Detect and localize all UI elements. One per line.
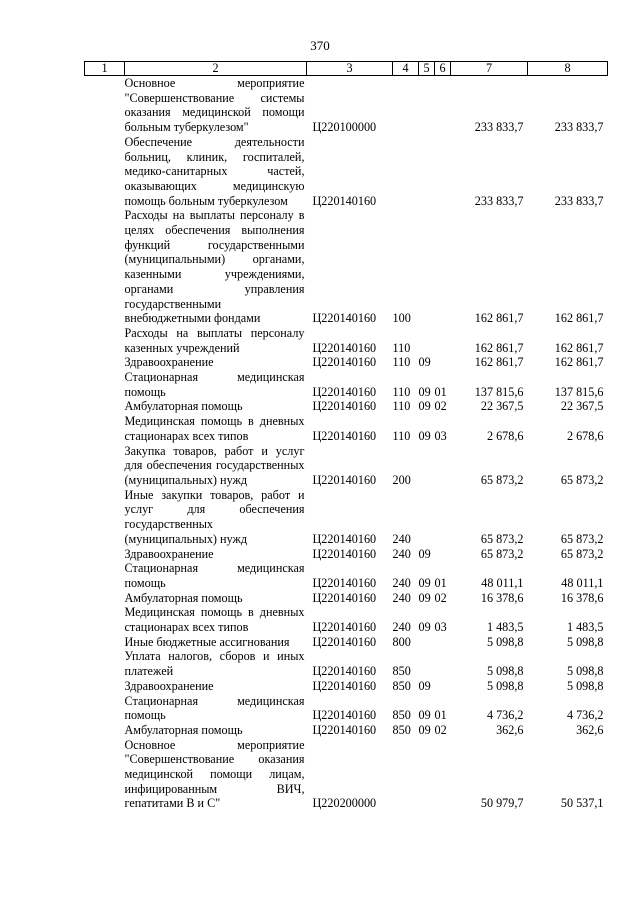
table-row — [85, 547, 608, 562]
col-header: 1 — [85, 62, 125, 76]
amount-col7: 65 873,2 — [480, 531, 524, 546]
section: 09 — [418, 708, 431, 723]
row-name: Амбулаторная помощь — [124, 590, 243, 605]
col-header: 6 — [435, 62, 451, 76]
expense-type: 850 — [392, 664, 411, 679]
row-name: Закупка товаров, работ и услуг для обеспечения государственных (муниципальных) нужд — [124, 443, 305, 487]
target-code: Ц220140160 — [312, 531, 377, 546]
table-row — [85, 135, 608, 209]
table-row — [85, 208, 608, 326]
section — [419, 135, 435, 209]
amount-col8: 65 873,2 — [560, 531, 604, 546]
col-header: 7 — [451, 62, 528, 76]
table-row — [85, 591, 608, 606]
subsection — [435, 76, 451, 135]
page-number: 370 — [310, 38, 330, 53]
subsection: 03 — [434, 428, 447, 443]
section: 09 — [418, 575, 431, 590]
row-name: Здравоохранение — [124, 546, 214, 561]
amount-col7: 65 873,2 — [480, 546, 524, 561]
row-name: Основное мероприятие "Совершенствование оказания медицинской помощи лицам, инфицированным ВИЧ, гепатитами В и С" — [124, 737, 305, 811]
amount-col8: 2 678,6 — [566, 428, 604, 443]
amount-col8: 233 833,7 — [554, 120, 604, 135]
table-row — [85, 635, 608, 650]
table-row — [85, 399, 608, 414]
amount-col8: 5 098,8 — [566, 678, 604, 693]
amount-col8: 1 483,5 — [566, 620, 604, 635]
subsection: 03 — [434, 620, 447, 635]
target-code: Ц220140160 — [312, 722, 377, 737]
section — [419, 738, 435, 812]
expense-type: 240 — [392, 620, 411, 635]
row-name: Уплата налогов, сборов и иных платежей — [124, 649, 305, 679]
table-row — [85, 738, 608, 812]
table-row — [85, 694, 608, 723]
target-code: Ц220140160 — [312, 428, 377, 443]
target-code: Ц220140160 — [312, 472, 377, 487]
subsection — [435, 635, 451, 650]
section: 09 — [418, 678, 431, 693]
target-code: Ц220100000 — [312, 120, 377, 135]
row-name: Расходы на выплаты персоналу в целях обеспечения выполнения функций государственными (муниципальными) органами, казенными учреждениями, органами управления государственными внебюджетными фондами — [124, 208, 305, 326]
section — [419, 649, 435, 678]
row-name: Амбулаторная помощь — [124, 722, 243, 737]
row-name: Здравоохранение — [124, 678, 214, 693]
amount-col7: 48 011,1 — [481, 575, 524, 590]
table-row — [85, 76, 608, 135]
table-row — [85, 488, 608, 547]
subsection — [435, 326, 451, 355]
row-name: Основное мероприятие "Совершенствование системы оказания медицинской помощи больным туберкулезом" — [124, 76, 305, 135]
amount-col7: 5 098,8 — [486, 678, 524, 693]
header-row — [85, 62, 608, 76]
target-code: Ц220140160 — [312, 590, 377, 605]
expense-type: 240 — [392, 590, 411, 605]
table-row — [85, 414, 608, 443]
table-row — [85, 649, 608, 678]
table-row — [85, 679, 608, 694]
amount-col7: 233 833,7 — [474, 193, 524, 208]
subsection — [435, 208, 451, 326]
amount-col8: 50 537,1 — [560, 796, 604, 811]
expense-type — [393, 76, 419, 135]
col-header: 4 — [393, 62, 419, 76]
expense-type: 200 — [392, 472, 411, 487]
amount-col8: 162 861,7 — [554, 340, 604, 355]
amount-col7: 5 098,8 — [486, 634, 524, 649]
section — [419, 444, 435, 488]
target-code: Ц220140160 — [312, 664, 377, 679]
expense-type: 110 — [392, 384, 411, 399]
target-code: Ц220140160 — [312, 340, 377, 355]
row-name: Расходы на выплаты персоналу казенных учреждений — [124, 325, 305, 355]
amount-col8: 162 861,7 — [554, 311, 604, 326]
target-code: Ц220140160 — [312, 399, 377, 414]
subsection: 01 — [434, 708, 447, 723]
amount-col7: 22 367,5 — [480, 399, 524, 414]
expense-type — [393, 738, 419, 812]
section — [419, 326, 435, 355]
amount-col7: 65 873,2 — [480, 472, 524, 487]
col-header: 8 — [528, 62, 608, 76]
subsection: 01 — [434, 575, 447, 590]
target-code: Ц220140160 — [312, 384, 377, 399]
budget-table — [84, 61, 608, 811]
amount-col7: 50 979,7 — [480, 796, 524, 811]
expense-type: 110 — [392, 399, 411, 414]
expense-type: 110 — [392, 428, 411, 443]
amount-col8: 362,6 — [576, 722, 604, 737]
table-row — [85, 723, 608, 738]
target-code: Ц220140160 — [312, 634, 377, 649]
subsection — [435, 135, 451, 209]
amount-col8: 5 098,8 — [566, 664, 604, 679]
amount-col7: 233 833,7 — [474, 120, 524, 135]
amount-col8: 233 833,7 — [554, 193, 604, 208]
section — [419, 208, 435, 326]
amount-col8: 4 736,2 — [566, 708, 604, 723]
amount-col7: 4 736,2 — [486, 708, 524, 723]
amount-col8: 162 861,7 — [554, 355, 604, 370]
row-name: Стационарная медицинская помощь — [124, 370, 305, 399]
col-header: 3 — [307, 62, 393, 76]
target-code: Ц220140160 — [312, 708, 377, 723]
section: 09 — [418, 620, 431, 635]
amount-col8: 16 378,6 — [560, 590, 604, 605]
subsection: 02 — [434, 722, 447, 737]
row-name: Обеспечение деятельности больниц, клиник, госпиталей, медико-санитарных частей, оказывающих медицинскую помощь больным туберкулезом — [124, 134, 305, 208]
amount-col7: 162 861,7 — [474, 340, 524, 355]
expense-type: 850 — [392, 722, 411, 737]
expense-type: 240 — [392, 531, 411, 546]
target-code: Ц220200000 — [312, 796, 377, 811]
table-row — [85, 561, 608, 590]
amount-col7: 137 815,6 — [474, 384, 524, 399]
expense-type: 240 — [392, 575, 411, 590]
subsection — [435, 355, 451, 370]
subsection: 01 — [434, 384, 447, 399]
subsection: 02 — [434, 590, 447, 605]
row-name: Амбулаторная помощь — [124, 399, 243, 414]
section: 09 — [418, 590, 431, 605]
expense-type: 850 — [392, 678, 411, 693]
amount-col7: 162 861,7 — [474, 311, 524, 326]
row-name: Иные бюджетные ассигнования — [124, 634, 290, 649]
table-row — [85, 326, 608, 355]
amount-col7: 2 678,6 — [486, 428, 524, 443]
amount-col7: 5 098,8 — [486, 664, 524, 679]
target-code: Ц220140160 — [312, 546, 377, 561]
expense-type: 110 — [392, 340, 411, 355]
table-row — [85, 605, 608, 634]
amount-col8: 65 873,2 — [560, 472, 604, 487]
expense-type: 850 — [392, 708, 411, 723]
amount-col7: 1 483,5 — [486, 620, 524, 635]
amount-col7: 362,6 — [496, 722, 524, 737]
amount-col7: 162 861,7 — [474, 355, 524, 370]
target-code: Ц220140160 — [312, 193, 377, 208]
subsection — [435, 649, 451, 678]
row-name: Стационарная медицинская помощь — [124, 561, 305, 590]
subsection — [435, 444, 451, 488]
target-code: Ц220140160 — [312, 620, 377, 635]
col-header: 2 — [125, 62, 307, 76]
subsection: 02 — [434, 399, 447, 414]
amount-col8: 137 815,6 — [554, 384, 604, 399]
section — [419, 635, 435, 650]
section: 09 — [418, 399, 431, 414]
row-name: Стационарная медицинская помощь — [124, 693, 305, 723]
table-row — [85, 370, 608, 399]
expense-type: 110 — [392, 355, 411, 370]
section: 09 — [418, 428, 431, 443]
amount-col8: 48 011,1 — [561, 575, 604, 590]
target-code: Ц220140160 — [312, 678, 377, 693]
expense-type: 800 — [392, 634, 411, 649]
table-row — [85, 355, 608, 370]
target-code: Ц220140160 — [312, 575, 377, 590]
subsection — [435, 738, 451, 812]
section: 09 — [418, 546, 431, 561]
subsection — [435, 547, 451, 562]
expense-type: 240 — [392, 546, 411, 561]
target-code: Ц220140160 — [312, 355, 377, 370]
row-name: Медицинская помощь в дневных стационарах всех типов — [124, 414, 305, 443]
section — [419, 488, 435, 547]
target-code: Ц220140160 — [312, 311, 377, 326]
amount-col8: 5 098,8 — [566, 634, 604, 649]
amount-col8: 22 367,5 — [560, 399, 604, 414]
amount-col8: 65 873,2 — [560, 546, 604, 561]
section: 09 — [418, 722, 431, 737]
amount-col7: 16 378,6 — [480, 590, 524, 605]
section: 09 — [418, 384, 431, 399]
expense-type: 100 — [392, 311, 411, 326]
row-name: Здравоохранение — [124, 355, 214, 370]
subsection — [435, 488, 451, 547]
expense-type — [393, 135, 419, 209]
row-name: Медицинская помощь в дневных стационарах всех типов — [124, 605, 305, 635]
table-row — [85, 444, 608, 488]
col-header: 5 — [419, 62, 435, 76]
row-name: Иные закупки товаров, работ и услуг для обеспечения государственных (муниципальных) нужд — [124, 487, 305, 546]
section: 09 — [418, 355, 431, 370]
section — [419, 76, 435, 135]
subsection — [435, 679, 451, 694]
